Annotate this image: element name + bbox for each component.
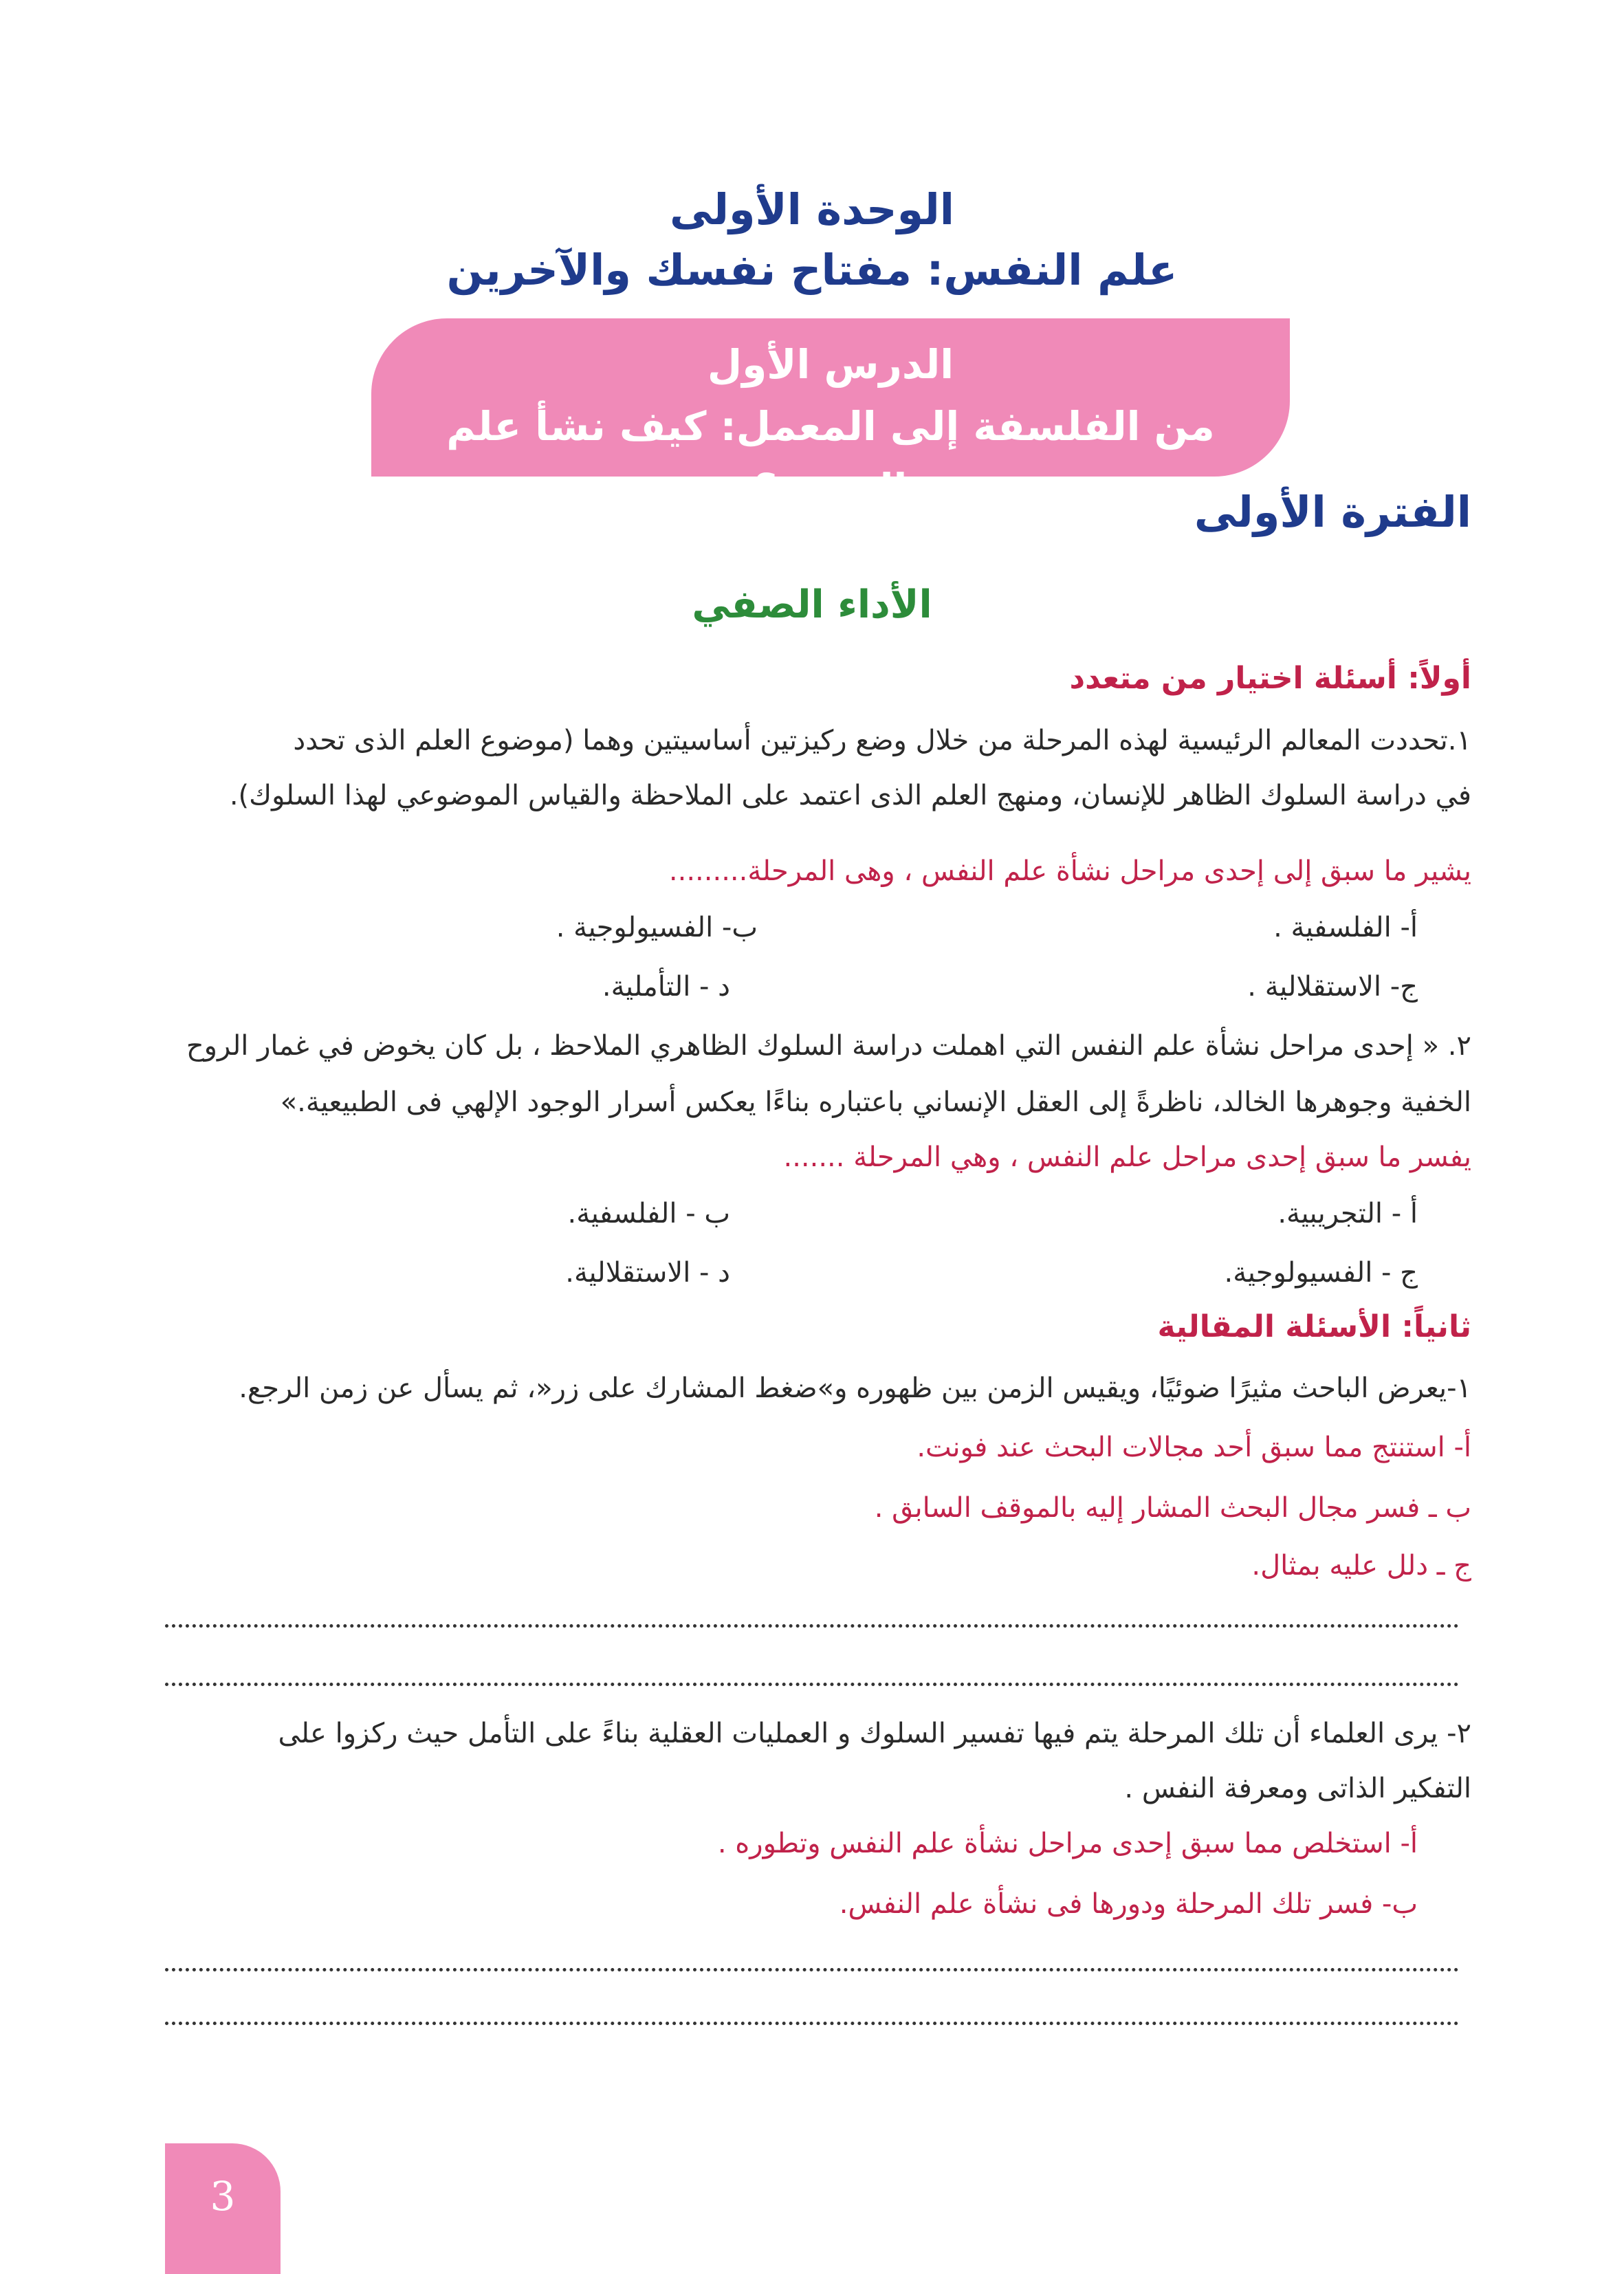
- lesson-banner: [371, 318, 1290, 512]
- q2-option-b: ب - الفلسفية.: [567, 1198, 730, 1229]
- q1-line1: ١.تحددت المعالم الرئيسية لهذه المرحلة من خلال وضع ركيزتين أساسيتين وهما (موضوع العلم الذى تحدد: [293, 725, 1471, 756]
- period-title: الفترة الأولى: [1194, 487, 1471, 537]
- unit-title: الوحدة الأولى: [669, 184, 955, 234]
- page-number-box: [165, 2143, 281, 2274]
- q1-option-b: ب- الفسيولوجية .: [556, 912, 758, 943]
- q1-option-d: د - التأملية.: [602, 971, 730, 1003]
- answer-line[interactable]: [165, 1624, 1459, 1628]
- essay2-part-b: ب- فسر تلك المرحلة ودورها فى نشأة علم النفس.: [839, 1888, 1418, 1920]
- essay1-part-a: أ- استنتج مما سبق أحد مجالات البحث عند فونت.: [917, 1432, 1471, 1463]
- q1-prompt: يشير ما سبق إلى إحدى مراحل نشأة علم النفس ، وهى المرحلة.........: [668, 855, 1471, 887]
- q2-line1: ٢. « إحدى مراحل نشأة علم النفس التي اهملت دراسة السلوك الظاهري الملاحظ ، بل كان يخوض في غمار الروح: [186, 1030, 1471, 1062]
- q2-line2: الخفية وجوهرها الخالد، ناظرةً إلى العقل الإنساني باعتباره بناءًا يعكس أسرار الوجود الإلهي فى الطبيعية.»: [280, 1086, 1471, 1118]
- q2-prompt: يفسر ما سبق إحدى مراحل علم النفس ، وهي المرحلة .......: [783, 1141, 1471, 1173]
- unit-subtitle: علم النفس: مفتاح نفسك والآخرين: [446, 245, 1178, 295]
- answer-line[interactable]: [165, 1683, 1459, 1686]
- answer-line[interactable]: [165, 1968, 1459, 1971]
- essay1-part-c: ج ـ دلل عليه بمثال.: [1251, 1550, 1471, 1582]
- q1-option-a: أ- الفلسفية .: [1273, 912, 1418, 943]
- essay2-part-a: أ- استخلص مما سبق إحدى مراحل نشأة علم النفس وتطوره .: [717, 1828, 1418, 1859]
- q1-option-c: ج- الاستقلالية .: [1247, 971, 1418, 1003]
- lesson-subtitle: من الفلسفة إلى المعمل: كيف نشأ علم النفس؟: [446, 403, 1215, 512]
- q2-option-a: أ - التجريبية.: [1277, 1198, 1418, 1229]
- section1-heading: أولاً: أسئلة اختيار من متعدد: [1069, 661, 1471, 696]
- q2-option-c: ج - الفسيولوجية.: [1224, 1257, 1418, 1289]
- essay1-line1: ١-يعرض الباحث مثيرًا ضوئيًا، ويقيس الزمن بين ظهوره و»ضغط المشارك على زر«، ثم يسأل عن زمن الرجع.: [239, 1373, 1471, 1404]
- lesson-title: الدرس الأول: [707, 341, 954, 388]
- q1-line2: في دراسة السلوك الظاهر للإنسان، ومنهج العلم الذى اعتمد على الملاحظة والقياس الموضوعي لهذا السلوك).: [229, 780, 1471, 811]
- answer-line[interactable]: [165, 2022, 1459, 2025]
- essay1-part-b: ب ـ فسر مجال البحث المشار إليه بالموقف السابق .: [874, 1492, 1471, 1524]
- q2-option-d: د - الاستقلالية.: [565, 1257, 730, 1289]
- section2-heading: ثانياً: الأسئلة المقالية: [1157, 1309, 1471, 1344]
- performance-title: الأداء الصفي: [692, 582, 932, 627]
- essay2-line1: ٢- يرى العلماء أن تلك المرحلة يتم فيها تفسير السلوك و العمليات العقلية بناءً على التأمل حيث ركزوا على: [278, 1718, 1471, 1749]
- page-number: 3: [210, 2173, 236, 2220]
- essay2-line2: التفكير الذاتى ومعرفة النفس .: [1124, 1773, 1471, 1804]
